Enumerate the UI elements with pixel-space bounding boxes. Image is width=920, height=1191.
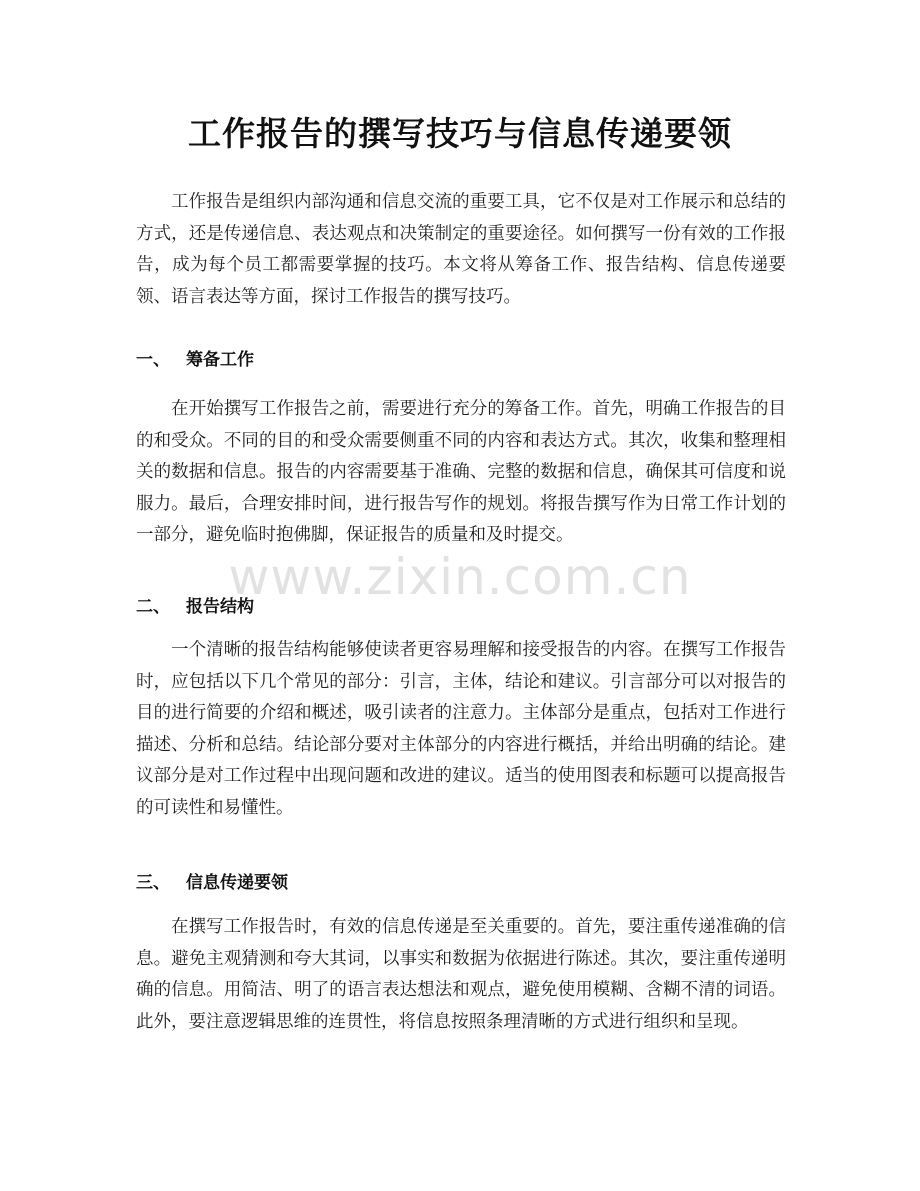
- intro-paragraph: 工作报告是组织内部沟通和信息交流的重要工具，它不仅是对工作展示和总结的方式，还是传递信息、表达观点和决策制定的重要途径。如何撰写一份有效的工作报告，成为每个员工都需要掌握的技巧。本文将从筹备工作、报告结构、信息传递要领、语言表达等方面，探讨工作报告的撰写技巧。: [136, 192, 786, 307]
- section-title-1: 筹备工作: [186, 350, 254, 370]
- section-heading-3: [136, 868, 288, 893]
- document-title: 工作报告的撰写技巧与信息传递要领: [188, 114, 732, 153]
- section-heading-1: [136, 345, 254, 370]
- section-number-1: 一、: [136, 350, 170, 370]
- section-body-2: 一个清晰的报告结构能够使读者更容易理解和接受报告的内容。在撰写工作报告时，应包括以下几个常见的部分：引言，主体，结论和建议。引言部分可以对报告的目的进行简要的介绍和概述，吸引读者的注意力。主体部分是重点，包括对工作进行描述、分析和总结。结论部分要对主体部分的内容进行概括，并给出明确的结论。建议部分是对工作过程中出现问题和改进的建议。适当的使用图表和标题可以提高报告的可读性和易懂性。: [136, 640, 786, 818]
- section-number-2: 二、: [136, 597, 170, 617]
- section-body-1: 在开始撰写工作报告之前，需要进行充分的筹备工作。首先，明确工作报告的目的和受众。不同的目的和受众需要侧重不同的内容和表达方式。其次，收集和整理相关的数据和信息。报告的内容需要基于准确、完整的数据和信息，确保其可信度和说服力。最后，合理安排时间，进行报告写作的规划。将报告撰写作为日常工作计划的一部分，避免临时抱佛脚，保证报告的质量和及时提交。: [136, 399, 786, 545]
- section-body-3: 在撰写工作报告时，有效的信息传递是至关重要的。首先，要注重传递准确的信息。避免主观猜测和夸大其词，以事实和数据为依据进行陈述。其次，要注重传递明确的信息。用简洁、明了的语言表达想法和观点，避免使用模糊、含糊不清的词语。此外，要注意逻辑思维的连贯性，将信息按照条理清晰的方式进行组织和呈现。: [136, 917, 786, 1032]
- section-heading-2: [136, 592, 254, 617]
- section-number-3: 三、: [136, 873, 170, 893]
- section-title-3: 信息传递要领: [186, 873, 288, 893]
- watermark: www.zixin.com.cn: [228, 548, 692, 606]
- section-title-2: 报告结构: [186, 597, 254, 617]
